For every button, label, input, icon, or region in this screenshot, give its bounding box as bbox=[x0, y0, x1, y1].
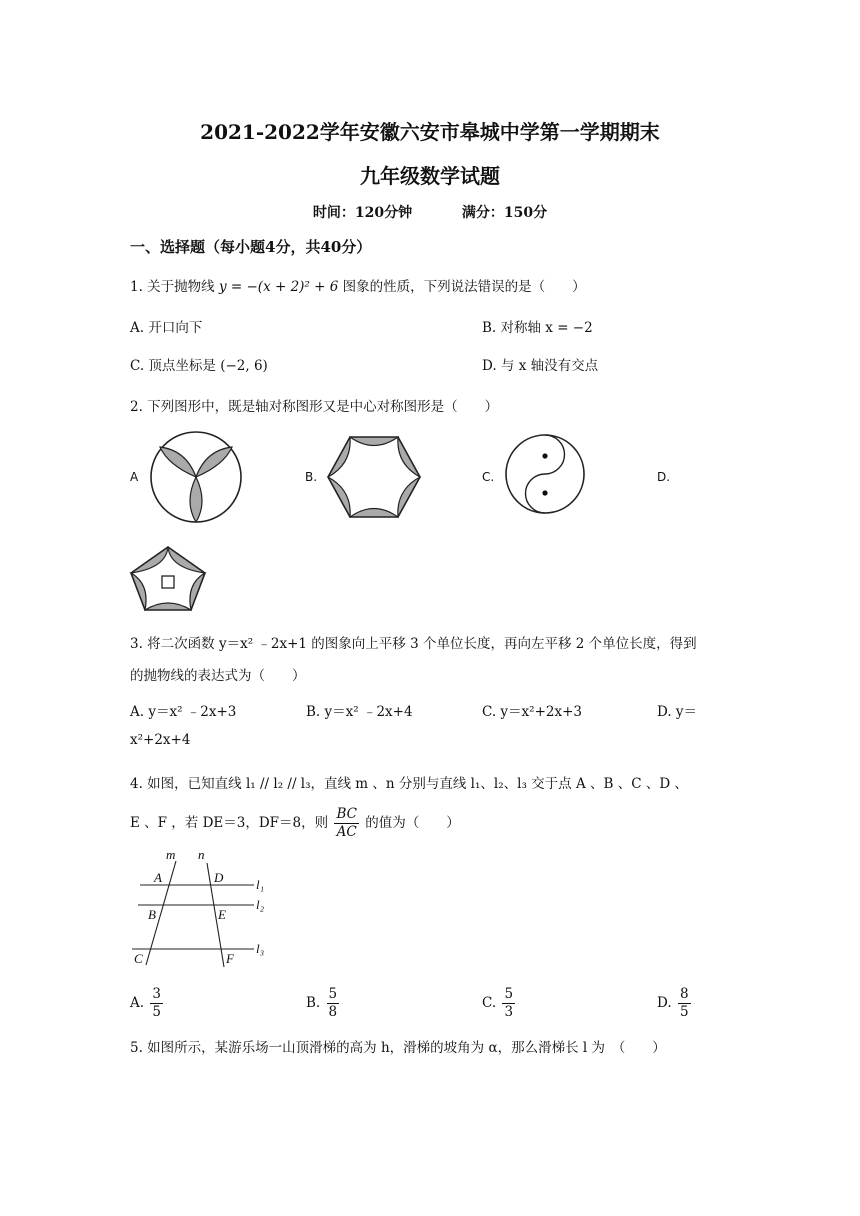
q4-option-a[interactable] bbox=[130, 986, 165, 1021]
q4-opt-a-den: 5 bbox=[152, 1004, 161, 1020]
fig-label-l3: l₃ bbox=[256, 941, 265, 956]
q1-option-d[interactable]: D. 与 x 轴没有交点 bbox=[482, 358, 599, 374]
q4-option-b[interactable] bbox=[306, 986, 341, 1021]
q2-figure-b[interactable] bbox=[326, 434, 422, 520]
q4-opt-d-frac bbox=[678, 986, 691, 1021]
q2-label-c: C. bbox=[482, 470, 495, 484]
fig-label-B: B bbox=[148, 907, 156, 922]
q4-opt-b-letter: B. bbox=[306, 995, 321, 1011]
question-1-stem bbox=[130, 275, 586, 295]
q4-fraction bbox=[334, 806, 359, 841]
q3-option-d-cont: x²+2x+4 bbox=[130, 732, 191, 748]
q4-opt-d-num: 8 bbox=[679, 986, 689, 1002]
question-5-stem: 5. 如图所示，某游乐场一山顶滑梯的高为 h，滑梯的坡角为 α，那么滑梯长 l 为 （ ） bbox=[130, 1040, 666, 1056]
fig-label-n: n bbox=[198, 847, 205, 862]
fig-label-D: D bbox=[214, 870, 224, 885]
fig-label-E: E bbox=[218, 907, 226, 922]
q4-line2-pre: E 、F ，若 DE＝3，DF＝8，则 bbox=[130, 815, 329, 831]
q4-opt-d-den: 5 bbox=[679, 1004, 689, 1020]
q4-opt-b-num: 5 bbox=[328, 986, 338, 1002]
q4-opt-a-num: 3 bbox=[152, 986, 161, 1002]
q1-option-b[interactable]: B. 对称轴 x = −2 bbox=[482, 320, 593, 336]
score-label: 满分：150分 bbox=[461, 205, 548, 221]
q4-opt-c-num: 5 bbox=[504, 986, 514, 1002]
q3-option-a[interactable]: A. y＝x² ﹣2x+3 bbox=[130, 704, 237, 720]
q4-frac-den: AC bbox=[336, 824, 357, 840]
q4-line2-post: 的值为（ ） bbox=[365, 815, 460, 831]
exam-title: 2021-2022学年安徽六安市皋城中学第一学期期末 bbox=[200, 120, 660, 144]
q1-formula: y = −(x + 2)² + 6 bbox=[218, 279, 339, 295]
q4-option-d[interactable] bbox=[657, 986, 693, 1021]
question-4-line1: 4. 如图，已知直线 l₁ // l₂ // l₃，直线 m 、n 分别与直线 l₁、l₂、l₃ 交于点 A 、B 、C 、D 、 bbox=[130, 776, 688, 792]
q4-opt-b-frac bbox=[327, 986, 340, 1021]
q2-figure-a[interactable] bbox=[148, 430, 244, 524]
q3-option-d[interactable]: D. y＝ bbox=[657, 704, 698, 720]
q2-figure-d[interactable] bbox=[128, 544, 208, 614]
q4-opt-d-letter: D. bbox=[657, 995, 672, 1011]
q4-opt-b-den: 8 bbox=[328, 1004, 338, 1020]
question-2-stem: 2. 下列图形中，既是轴对称图形又是中心对称图形是（ ） bbox=[130, 399, 499, 415]
fig-label-l2: l₂ bbox=[256, 897, 265, 912]
fig-label-C: C bbox=[134, 951, 143, 966]
fig-label-l1: l₁ bbox=[256, 877, 265, 892]
fig-label-F: F bbox=[226, 951, 234, 966]
q4-figure bbox=[130, 845, 275, 970]
question-3-line2: 的抛物线的表达式为（ ） bbox=[130, 668, 306, 684]
q4-opt-a-letter: A. bbox=[130, 995, 145, 1011]
q2-figure-c[interactable] bbox=[503, 432, 587, 516]
q2-label-a: A bbox=[130, 470, 139, 484]
q4-option-c[interactable] bbox=[482, 986, 517, 1021]
question-3-line1: 3. 将二次函数 y＝x² ﹣2x+1 的图象向上平移 3 个单位长度，再向左平移 2 个单位长度，得到 bbox=[130, 636, 697, 652]
q3-option-b[interactable]: B. y＝x² ﹣2x+4 bbox=[306, 704, 413, 720]
q2-label-b: B. bbox=[305, 470, 318, 484]
fig-label-m: m bbox=[166, 847, 176, 862]
q4-frac-num: BC bbox=[336, 806, 357, 822]
q1-suffix: 图象的性质，下列说法错误的是（ ） bbox=[342, 279, 586, 295]
section-heading: 一、选择题（每小题4分，共40分） bbox=[130, 238, 372, 256]
time-label: 时间：120分钟 bbox=[312, 205, 413, 221]
q4-opt-c-letter: C. bbox=[482, 995, 497, 1011]
q1-option-a[interactable]: A. 开口向下 bbox=[130, 320, 203, 336]
q4-opt-a-frac bbox=[150, 986, 163, 1021]
q1-prefix: 1. 关于抛物线 bbox=[130, 279, 215, 295]
q4-opt-c-frac bbox=[502, 986, 515, 1021]
q1-option-c[interactable]: C. 顶点坐标是 (−2, 6) bbox=[130, 358, 268, 374]
exam-subtitle: 九年级数学试题 bbox=[360, 164, 500, 188]
q2-label-d: D. bbox=[657, 470, 671, 484]
q4-opt-c-den: 3 bbox=[504, 1004, 514, 1020]
question-4-line2 bbox=[130, 806, 460, 841]
q3-option-c[interactable]: C. y＝x²+2x+3 bbox=[482, 704, 582, 720]
exam-meta bbox=[0, 202, 860, 222]
fig-label-A: A bbox=[154, 870, 162, 885]
